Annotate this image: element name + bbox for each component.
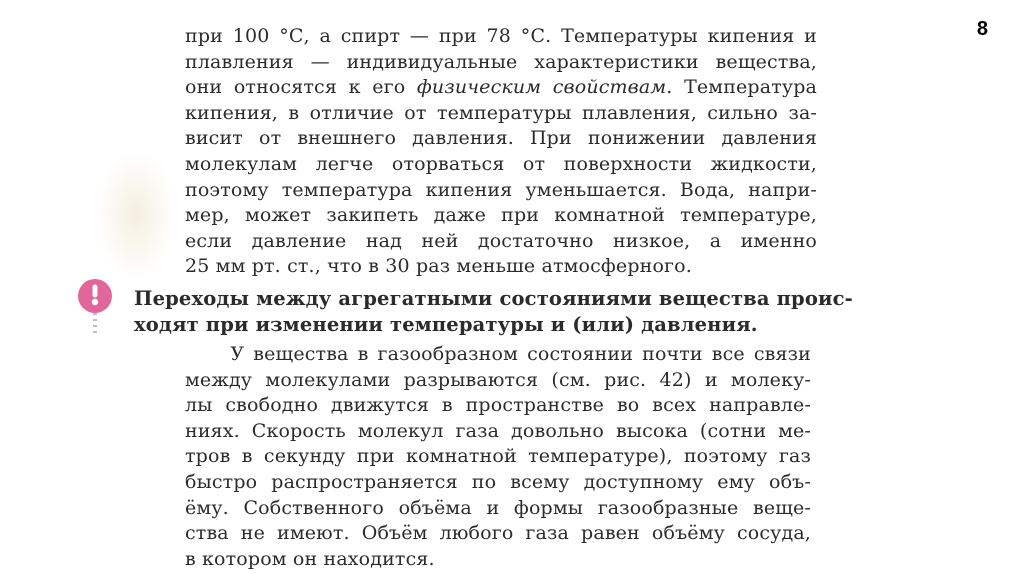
paragraph-top [185,24,817,280]
text-line: ходят при изменении температуры и (или) давления. [134,313,758,336]
text-line: ства не имеют. Объём любого газа равен объёму сосуда, [185,522,811,545]
text-line: между молекулами разрываются (см. рис. 42) и молеку- [185,368,811,391]
text-line [185,75,817,101]
text-run: плавления — индивидуальные характеристики вещества, [185,50,817,73]
text-line [185,101,817,127]
text-run: они относятся к его [185,76,417,99]
text-line [185,126,817,152]
text-line [185,152,817,178]
section-heading [134,286,853,338]
text-line: тров в секунду при комнатной температуре), поэтому газ [185,445,811,468]
text-line: У вещества в газообразном состоянии почти все связи [185,343,811,365]
pink-keypoint-marker-icon [77,278,113,314]
text-line: ниях. Скорость молекул газа довольно высока (сотни ме- [185,419,811,442]
slide-number: 8 [976,18,988,40]
text-run: висит от внешнего давления. При понижении давления [185,127,817,150]
scan-shadow [96,150,176,280]
text-run: кипения, в отличие от температуры плавления, сильно за- [185,101,817,124]
text-run: поэтому температура кипения уменьшается. Вода, напри- [185,178,817,201]
text-run: если давление над ней достаточно низкое, а именно [185,229,817,252]
marker-dotted-line [93,313,97,335]
text-line: ёму. Собственного объёма и формы газообразные веще- [185,496,811,519]
text-line [185,254,817,280]
text-line [185,24,817,50]
text-line [185,203,817,229]
text-line: в котором он находится. [185,547,435,570]
text-run: при 100 °С, а спирт — при 78 °С. Температуры кипения и [185,25,817,47]
paragraph-bottom [185,342,811,572]
text-line: быстро распространяется по всему доступному ему объ- [185,470,811,493]
text-run: . Температура [666,76,817,99]
text-line [185,178,817,204]
text-run: физическим свойствам [416,76,667,99]
text-run: мер, может закипеть даже при комнатной температуре, [185,204,817,227]
text-line: лы свободно движутся в пространстве во всех направле- [185,394,811,417]
text-run: 25 мм рт. ст., что в 30 раз меньше атмосферного. [185,255,692,278]
text-line: Переходы между агрегатными состояниями вещества проис- [134,287,853,310]
text-line [185,229,817,255]
text-line [185,50,817,76]
text-run: молекулам легче оторваться от поверхности жидкости, [185,152,817,175]
